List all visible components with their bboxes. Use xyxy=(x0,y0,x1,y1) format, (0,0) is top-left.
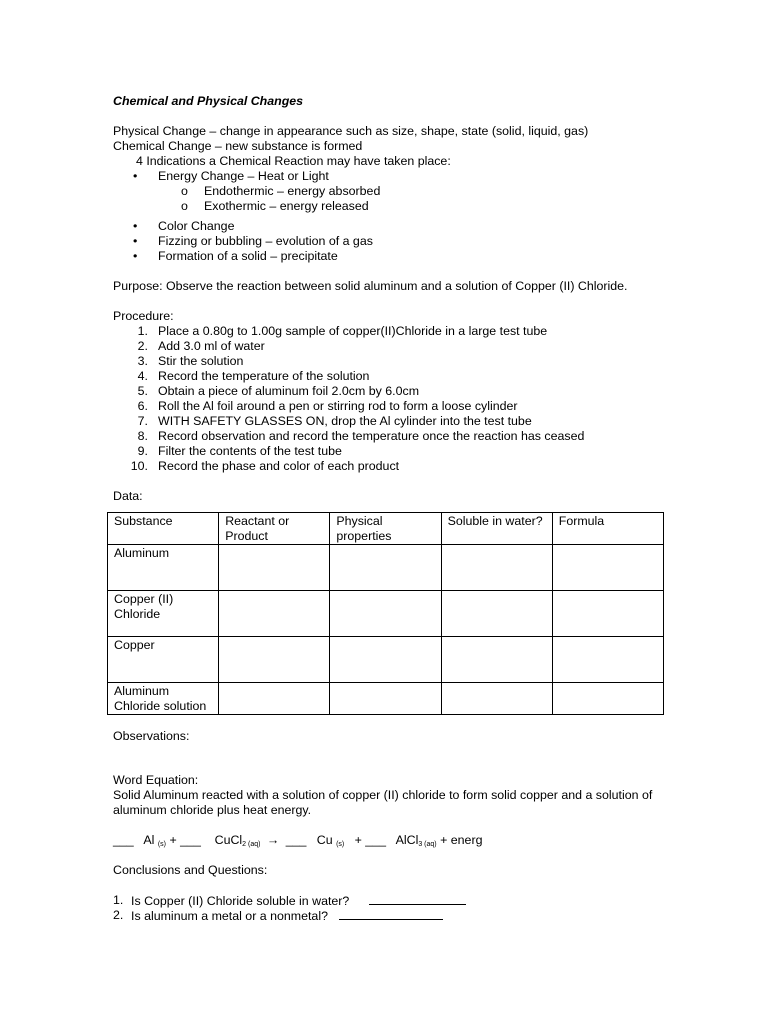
list-item: 10. Record the phase and color of each product xyxy=(130,459,400,473)
table-header-cell: Substance xyxy=(108,513,219,545)
substance-cell: Aluminum Chloride solution xyxy=(108,683,219,715)
physical-change-definition: Physical Change – change in appearance such as size, shape, state (solid, liquid, gas) xyxy=(113,124,589,138)
table-header-row xyxy=(108,513,664,545)
list-item: 8. Record observation and record the temperature once the reaction has ceased xyxy=(137,429,585,443)
table-row xyxy=(108,683,664,715)
empty-cell[interactable] xyxy=(552,637,663,683)
list-item: 1. Place a 0.80g to 1.00g sample of copper(II)Chloride in a large test tube xyxy=(137,324,548,338)
list-item: 1. Is Copper (II) Chloride soluble in water? xyxy=(113,893,673,908)
substance-cell: Copper (II) Chloride xyxy=(108,591,219,637)
list-item: • Energy Change – Heat or Light xyxy=(133,169,329,183)
chemical-change-definition: Chemical Change – new substance is formed xyxy=(113,139,363,153)
page-title: Chemical and Physical Changes xyxy=(113,94,304,108)
empty-cell[interactable] xyxy=(219,683,330,715)
empty-cell[interactable] xyxy=(441,591,552,637)
substance-cell: Copper xyxy=(108,637,219,683)
list-item: 9. Filter the contents of the test tube xyxy=(137,444,342,458)
empty-cell[interactable] xyxy=(330,591,441,637)
empty-cell[interactable] xyxy=(219,545,330,591)
list-item: 6. Roll the Al foil around a pen or stirring rod to form a loose cylinder xyxy=(137,399,518,413)
word-equation-text: Solid Aluminum reacted with a solution of copper (II) chloride to form solid copper and a solution of aluminum chloride plus heat energy. xyxy=(113,788,653,817)
conclusions-heading: Conclusions and Questions: xyxy=(113,863,268,877)
empty-cell[interactable] xyxy=(552,591,663,637)
substance-cell: Aluminum xyxy=(108,545,219,591)
sub-bullet-icon: o xyxy=(181,199,188,213)
empty-cell[interactable] xyxy=(330,683,441,715)
procedure-heading: Procedure: xyxy=(113,309,174,323)
list-item: 4. Record the temperature of the solution xyxy=(137,369,370,383)
procedure-list xyxy=(113,324,673,474)
empty-cell[interactable] xyxy=(552,545,663,591)
list-item: o Endothermic – energy absorbed xyxy=(181,184,381,198)
bullet-icon: • xyxy=(133,219,138,233)
list-item: 3. Stir the solution xyxy=(137,354,244,368)
observations-heading: Observations: xyxy=(113,729,190,743)
list-item: • Fizzing or bubbling – evolution of a gas xyxy=(133,234,373,248)
list-item: 2. Add 3.0 ml of water xyxy=(137,339,265,353)
table-header-cell: Reactant or Product xyxy=(219,513,330,545)
empty-cell[interactable] xyxy=(441,545,552,591)
empty-cell[interactable] xyxy=(552,683,663,715)
sub-bullet-icon: o xyxy=(181,184,188,198)
list-item: 5. Obtain a piece of aluminum foil 2.0cm by 6.0cm xyxy=(137,384,420,398)
chemical-equation: ___ Al $_{(s)}$ + ___ CuCl$_{2 (aq)}$ → ___ Cu $_{(s)}$ + ___ AlCl$_{3 (aq)}$ + energ xyxy=(113,833,483,848)
bullet-icon: • xyxy=(133,249,138,263)
table-row xyxy=(108,545,664,591)
empty-cell[interactable] xyxy=(219,637,330,683)
list-item: 7. WITH SAFETY GLASSES ON, drop the Al cylinder into the test tube xyxy=(137,414,532,428)
list-item: o Exothermic – energy released xyxy=(181,199,369,213)
list-item: • Formation of a solid – precipitate xyxy=(133,249,338,263)
word-equation-heading: Word Equation: xyxy=(113,773,199,787)
table-row xyxy=(108,591,664,637)
empty-cell[interactable] xyxy=(330,637,441,683)
data-heading: Data: xyxy=(113,489,143,503)
table-row xyxy=(108,637,664,683)
answer-blank[interactable] xyxy=(369,893,466,905)
empty-cell[interactable] xyxy=(330,545,441,591)
purpose-text: Purpose: Observe the reaction between solid aluminum and a solution of Copper (II) Chloride. xyxy=(113,279,628,293)
list-item: 2. Is aluminum a metal or a nonmetal? xyxy=(113,908,673,923)
empty-cell[interactable] xyxy=(441,683,552,715)
empty-cell[interactable] xyxy=(219,591,330,637)
data-table xyxy=(107,512,664,715)
indications-heading: 4 Indications a Chemical Reaction may have taken place: xyxy=(136,154,451,168)
arrow-right-icon: → xyxy=(266,833,280,847)
document-page xyxy=(113,94,673,923)
answer-blank[interactable] xyxy=(339,908,443,920)
table-header-cell: Soluble in water? xyxy=(441,513,552,545)
empty-cell[interactable] xyxy=(441,637,552,683)
table-header-cell: Physical properties xyxy=(330,513,441,545)
bullet-icon: • xyxy=(133,169,138,183)
bullet-icon: • xyxy=(133,234,138,248)
table-header-cell: Formula xyxy=(552,513,663,545)
list-item: • Color Change xyxy=(133,219,235,233)
